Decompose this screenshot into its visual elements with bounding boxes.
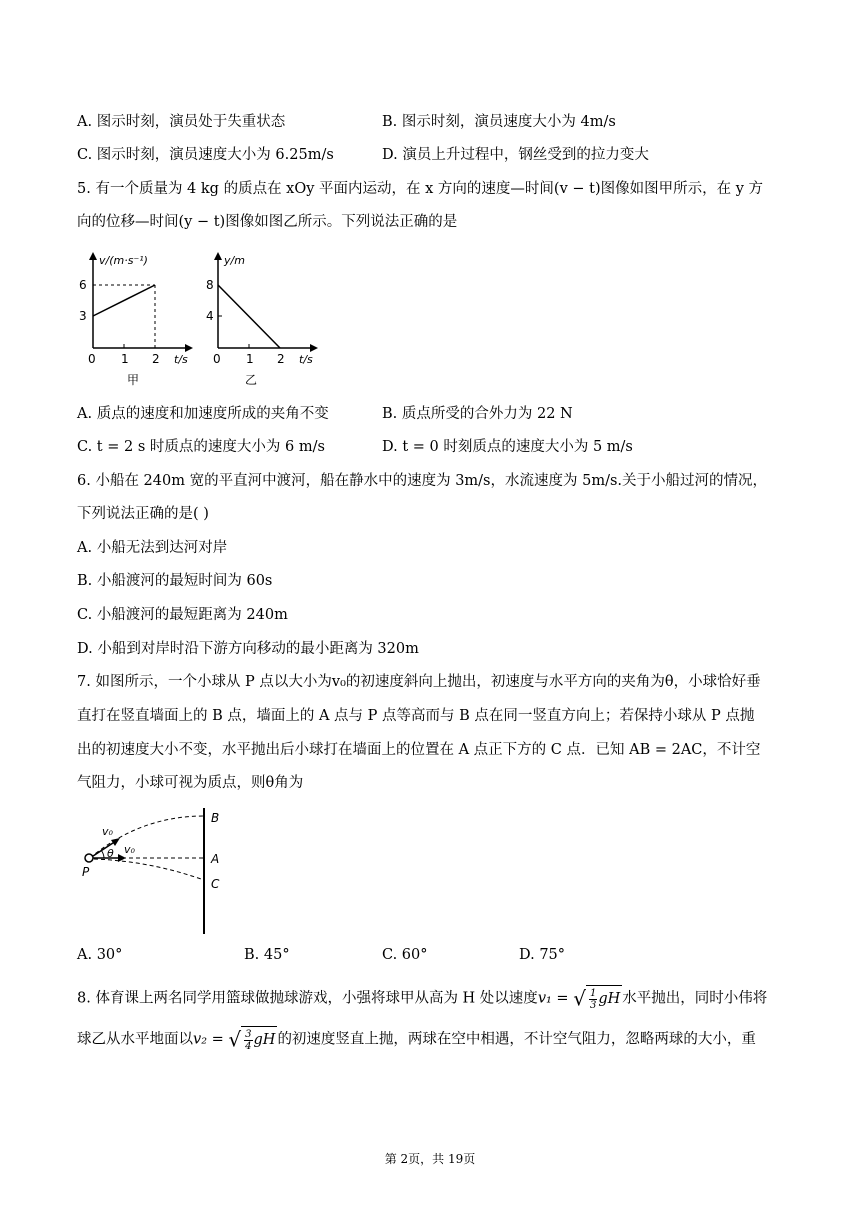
q7-label-theta: θ [107, 847, 114, 860]
q7-option-c: C. 60° [382, 947, 428, 963]
q7-label-v0-upper: v₀ [102, 825, 113, 838]
q6-option-c: C. 小船渡河的最短距离为 240m [77, 607, 288, 623]
q5-option-d: D. t = 0 时刻质点的速度大小为 5 m/s [382, 439, 633, 455]
q7-option-b: B. 45° [244, 947, 290, 963]
q5b-xtick-2: 2 [277, 352, 285, 366]
q5b-xlabel: t/s [299, 353, 313, 366]
q7-stem-line1: 7. 如图所示，一个小球从 P 点以大小为v₀的初速度斜向上抛出，初速度与水平方向的夹角为θ，小球恰好垂 [77, 674, 761, 690]
q6-option-d: D. 小船到对岸时沿下游方向移动的最小距离为 320m [77, 641, 419, 657]
q5-graph-velocity [77, 248, 197, 398]
q7-stem-line2: 直打在竖直墙面上的 B 点，墙面上的 A 点与 P 点等高而与 B 点在同一竖直方向上；若保持小球从 P 点抛 [77, 708, 755, 724]
q7-label-v0-lower: v₀ [124, 843, 135, 856]
q5a-xlabel: t/s [174, 353, 188, 366]
q8-line1-post: 水平抛出，同时小伟将 [622, 990, 768, 1007]
q8-f1-num: 1 [589, 987, 597, 999]
q7-option-a: A. 30° [77, 947, 123, 963]
q4-option-a: A. 图示时刻，演员处于失重状态 [77, 114, 286, 130]
q8-v2-label: v₂ = [193, 1031, 224, 1048]
q6-stem-line1: 6. 小船在 240m 宽的平直河中渡河，船在静水中的速度为 3m/s，水流速度为 5m/s.关于小船过河的情况， [77, 473, 768, 489]
q5-option-c: C. t = 2 s 时质点的速度大小为 6 m/s [77, 439, 325, 455]
q5-stem-line2: 向的位移—时间(y − t)图像如图乙所示。下列说法正确的是 [77, 214, 458, 230]
q8-f1-den: 3 [589, 999, 597, 1011]
q5-option-b: B. 质点所受的合外力为 22 N [382, 406, 573, 422]
q7-projectile-diagram [80, 806, 240, 938]
q8-v1-label: v₁ = [537, 990, 569, 1007]
q5-option-a: A. 质点的速度和加速度所成的夹角不变 [77, 406, 329, 422]
q7-label-p: P [82, 865, 90, 879]
q5b-xtick-1: 1 [246, 352, 254, 366]
q6-option-b: B. 小船渡河的最短时间为 60s [77, 573, 273, 589]
q5a-xtick-0: 0 [88, 352, 96, 366]
q8-stem-line1 [77, 985, 767, 1012]
q4-option-d: D. 演员上升过程中，钢丝受到的拉力变大 [382, 147, 649, 163]
q8-line2-post: 的初速度竖直上抛，两球在空中相遇，不计空气阻力，忽略两球的大小，重 [277, 1031, 756, 1048]
q4-option-c: C. 图示时刻，演员速度大小为 6.25m/s [77, 147, 334, 163]
q8-v2-formula: √ $\frac{3}{4}$ gH [228, 1027, 276, 1052]
q7-label-c: C [211, 877, 220, 891]
q8-f2-num: 3 [245, 1028, 252, 1040]
q5a-xtick-2: 2 [152, 352, 160, 366]
q7-stem-line4: 气阻力，小球可视为质点，则θ角为 [77, 775, 304, 791]
q5b-ylabel: y/m [224, 254, 245, 267]
q5b-ytick-8: 8 [206, 278, 214, 292]
q8-stem-line2 [77, 1026, 756, 1053]
q4-option-b: B. 图示时刻，演员速度大小为 4m/s [382, 114, 616, 130]
q5a-ylabel: v/(m·s⁻¹) [99, 254, 148, 267]
q5a-caption: 甲 [127, 373, 140, 387]
q5a-ytick-6: 6 [79, 278, 87, 292]
q8-f2-tail: gH [253, 1032, 276, 1048]
q8-v1-formula: √ $\frac{1}{3}$ gH [573, 986, 621, 1011]
q5a-xtick-1: 1 [121, 352, 129, 366]
q5-graph-position [202, 248, 327, 398]
q5b-xtick-0: 0 [213, 352, 221, 366]
q8-f1-tail: gH [598, 991, 621, 1007]
q6-option-a: A. 小船无法到达河对岸 [77, 540, 228, 556]
q7-option-d: D. 75° [519, 947, 566, 963]
q8-f2-den: 4 [245, 1040, 252, 1052]
q8-line2-pre: 球乙从水平地面以 [77, 1031, 193, 1048]
q5-stem-line1: 5. 有一个质量为 4 kg 的质点在 xOy 平面内运动，在 x 方向的速度—时间(v − t)图像如图甲所示，在 y 方 [77, 181, 764, 197]
q6-stem-line2: 下列说法正确的是( ) [77, 506, 209, 522]
q5a-ytick-3: 3 [79, 309, 87, 323]
q5b-caption: 乙 [245, 373, 258, 387]
page-footer: 第 2页，共 19页 [384, 1152, 476, 1166]
q7-stem-line3: 出的初速度大小不变，水平抛出后小球打在墙面上的位置在 A 点正下方的 C 点．已知 AB = 2AC，不计空 [77, 742, 761, 758]
q5b-ytick-4: 4 [206, 309, 214, 323]
q7-label-b: B [211, 811, 220, 825]
q7-label-a: A [211, 852, 220, 866]
q8-line1-pre: 8. 体育课上两名同学用篮球做抛球游戏，小强将球甲从高为 H 处以速度 [77, 990, 538, 1007]
